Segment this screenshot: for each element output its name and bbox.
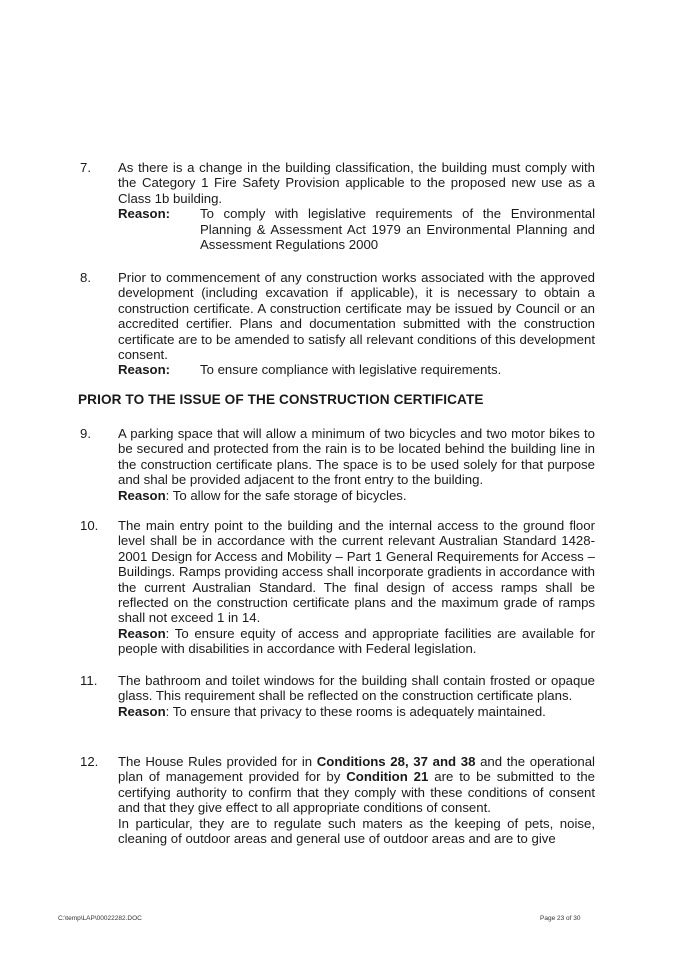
condition-reason xyxy=(118,704,595,719)
condition-reason xyxy=(118,488,595,503)
condition-number: 9. xyxy=(80,426,91,441)
text-segment: and the operational plan of management provided for by xyxy=(118,754,595,785)
condition-number: 8. xyxy=(80,270,91,285)
text-segment: The House Rules provided for in xyxy=(118,754,317,769)
condition-11 xyxy=(80,673,595,719)
footer-file-path: C:\temp\LAP\00022282.DOC xyxy=(58,915,142,922)
condition-number: 7. xyxy=(80,160,91,175)
condition-number: 10. xyxy=(80,518,99,533)
reason-label: Reason xyxy=(118,625,166,641)
condition-9 xyxy=(80,426,595,503)
reason-label: Reason xyxy=(118,703,166,719)
condition-text: Prior to commencement of any construction works associated with the approved development (including excavation if applicable), it is necessary to obtain a construction certificate. A construction certificate may be issued by Council or an accredited certifier. Plans and documentation submitted with the construction certificate are to be amended to satisfy all relevant conditions of this development consent. xyxy=(118,270,595,363)
condition-number: 11. xyxy=(80,673,98,688)
reason-text: : To allow for the safe storage of bicycles. xyxy=(165,487,407,503)
reason-label: Reason: xyxy=(118,206,171,222)
reason-label: Reason: xyxy=(118,362,171,378)
reason-text: To ensure compliance with legislative requirements. xyxy=(200,362,502,378)
reason-text: : To ensure equity of access and appropriate facilities are available for people with disabilities in accordance with Federal legislation. xyxy=(118,625,595,657)
reason-label: Reason xyxy=(118,487,166,503)
condition-reference: Conditions 28, 37 and 38 xyxy=(316,754,476,769)
condition-text: The main entry point to the building and the internal access to the ground floor level shall be in accordance with the current relevant Australian Standard 1428-2001 Design for Access and Mobility – Part 1 General Requirements for Access – Buildings. Ramps providing access shall incorporate gradients in accordance with the current Australian Standard. The final design of access ramps shall be reflected on the construction certificate plans and the maximum grade of ramps shall not exceed 1 in 14. xyxy=(118,518,595,626)
section-heading: PRIOR TO THE ISSUE OF THE CONSTRUCTION CERTIFICATE xyxy=(78,392,484,407)
condition-8 xyxy=(80,270,595,378)
condition-number: 12. xyxy=(80,754,99,769)
condition-7 xyxy=(80,160,595,252)
condition-reference: Condition 21 xyxy=(346,769,429,785)
reason-text: : To ensure that privacy to these rooms is adequately maintained. xyxy=(165,703,546,719)
reason-text: To comply with legislative requirements of the Environmental Planning & Assessment Act 1979 an Environmental Planning and Assessment Regulations 2000 xyxy=(200,206,595,253)
condition-10 xyxy=(80,518,595,657)
condition-text: The bathroom and toilet windows for the building shall contain frosted or opaque glass. This requirement shall be reflected on the construction certificate plans. xyxy=(118,673,595,704)
footer-page-number: Page 23 of 30 xyxy=(540,915,581,922)
text-segment: are to be submitted to the certifying authority to confirm that they comply with these conditions of consent and that they give effect to all appropriate conditions of consent. xyxy=(118,769,596,816)
condition-paragraph: In particular, they are to regulate such maters as the keeping of pets, noise, cleaning of outdoor areas and general use of outdoor areas and are to give xyxy=(118,815,595,847)
condition-reason xyxy=(118,626,595,657)
condition-text: A parking space that will allow a minimum of two bicycles and two motor bikes to be secured and protected from the rain is to be located behind the building line in the construction certificate plans. The space is to be used solely for that purpose and shal be provided adjacent to the front entry to the building. xyxy=(118,426,595,488)
condition-text xyxy=(118,754,595,816)
condition-text: As there is a change in the building classification, the building must comply with the Category 1 Fire Safety Provision applicable to the proposed new use as a Class 1b building. xyxy=(118,160,595,206)
condition-12 xyxy=(80,754,595,846)
condition-reason xyxy=(118,206,595,252)
condition-reason xyxy=(118,362,595,377)
